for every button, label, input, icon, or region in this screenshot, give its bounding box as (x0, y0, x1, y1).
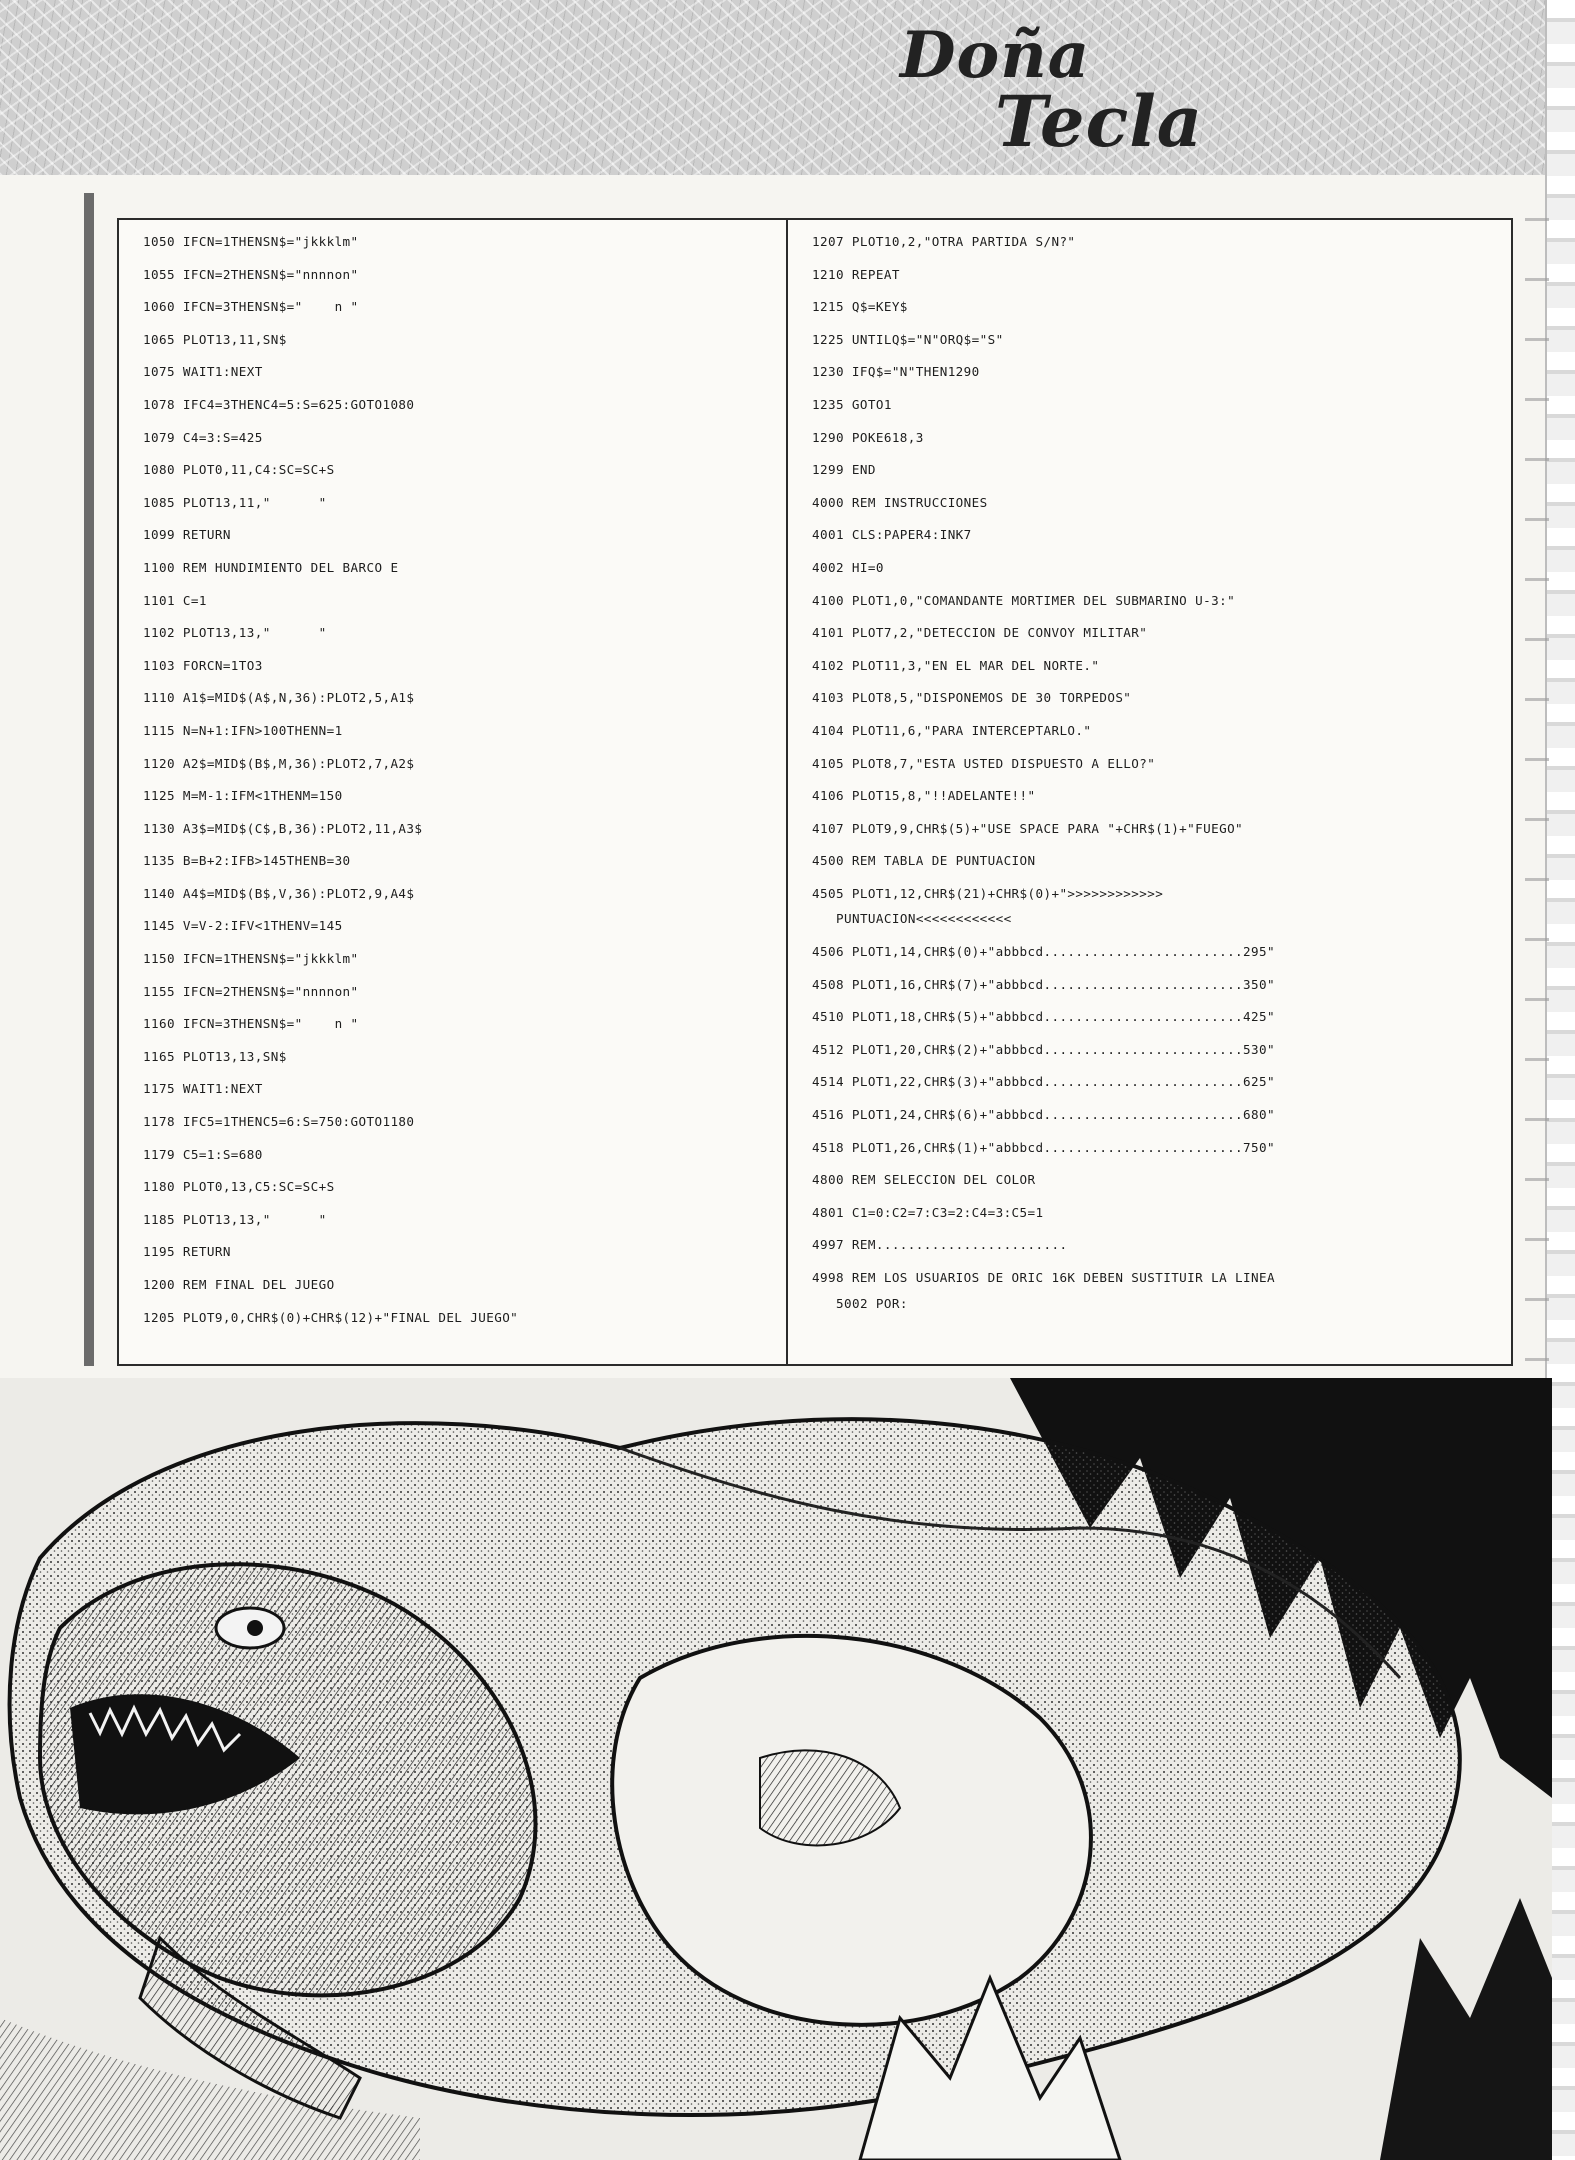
code-line: 1060 IFCN=3THENSN$=" n " (143, 299, 359, 315)
code-line: 1125 M=M-1:IFM<1THENM=150 (143, 788, 343, 804)
code-line: 1115 N=N+1:IFN>100THENN=1 (143, 722, 343, 738)
code-line: 4997 REM........................ (812, 1237, 1068, 1253)
code-line: 1180 PLOT0,13,C5:SC=SC+S (143, 1179, 335, 1195)
code-line: 4800 REM SELECCION DEL COLOR (812, 1172, 1036, 1188)
code-line: 1165 PLOT13,13,SN$ (143, 1048, 287, 1064)
code-listing-left (119, 220, 791, 1326)
code-line: 4105 PLOT8,7,"ESTA USTED DISPUESTO A ELLO?" (812, 755, 1156, 771)
section-title-word-2: Tecla (995, 80, 1204, 163)
code-line: 4100 PLOT1,0,"COMANDANTE MORTIMER DEL SUBMARINO U-3:" (812, 592, 1236, 608)
code-line: 4516 PLOT1,24,CHR$(6)+"abbbcd.........................680" (812, 1107, 1275, 1123)
code-line: 4002 HI=0 (812, 559, 884, 575)
code-line: 1200 REM FINAL DEL JUEGO (143, 1277, 335, 1292)
code-line: 1099 RETURN (143, 527, 231, 543)
code-line: 1207 PLOT10,2,"OTRA PARTIDA S/N?" (812, 234, 1076, 249)
side-accent-bar (84, 193, 94, 1366)
code-line-continuation: PUNTUACION<<<<<<<<<<<< (836, 911, 1012, 927)
binding-hooks (1525, 180, 1549, 1380)
code-line: 1101 C=1 (143, 592, 207, 608)
code-line: 4518 PLOT1,26,CHR$(1)+"abbbcd.........................750" (812, 1139, 1275, 1155)
code-listing-right (788, 220, 1511, 1312)
code-line: 1179 C5=1:S=680 (143, 1146, 263, 1162)
code-line: 4107 PLOT9,9,CHR$(5)+"USE SPACE PARA "+CHR$(1)+"FUEGO" (812, 820, 1244, 836)
code-line: 4510 PLOT1,18,CHR$(5)+"abbbcd.........................425" (812, 1009, 1275, 1025)
code-line: 1102 PLOT13,13," " (143, 625, 327, 641)
code-line: 4101 PLOT7,2,"DETECCION DE CONVOY MILITAR" (812, 625, 1148, 641)
code-line: 1078 IFC4=3THENC4=5:S=625:GOTO1080 (143, 396, 415, 412)
code-line: 1050 IFCN=1THENSN$="jkkklm" (143, 234, 359, 249)
code-line: 1160 IFCN=3THENSN$=" n " (143, 1016, 359, 1032)
code-line: 1110 A1$=MID$(A$,N,36):PLOT2,5,A1$ (143, 690, 415, 706)
code-line: 4801 C1=0:C2=7:C3=2:C4=3:C5=1 (812, 1204, 1044, 1220)
code-line: 1178 IFC5=1THENC5=6:S=750:GOTO1180 (143, 1114, 415, 1130)
code-line: 4102 PLOT11,3,"EN EL MAR DEL NORTE." (812, 657, 1100, 673)
code-line: 1085 PLOT13,11," " (143, 494, 327, 510)
code-line: 4106 PLOT15,8,"!!ADELANTE!!" (812, 788, 1036, 804)
code-line: 4514 PLOT1,22,CHR$(3)+"abbbcd.........................625" (812, 1074, 1275, 1090)
listing-panel-left (117, 218, 793, 1366)
code-line: 4103 PLOT8,5,"DISPONEMOS DE 30 TORPEDOS" (812, 690, 1132, 706)
code-line: 1299 END (812, 462, 876, 478)
code-line: 1103 FORCN=1TO3 (143, 657, 263, 673)
code-line: 1230 IFQ$="N"THEN1290 (812, 364, 980, 380)
code-line: 1225 UNTILQ$="N"ORQ$="S" (812, 331, 1004, 347)
creature-illustration (0, 1378, 1552, 2160)
code-line: 1079 C4=3:S=425 (143, 429, 263, 445)
code-line: 1075 WAIT1:NEXT (143, 364, 263, 380)
code-line: 1145 V=V-2:IFV<1THENV=145 (143, 918, 343, 934)
code-line: 4500 REM TABLA DE PUNTUACION (812, 853, 1036, 869)
code-line: 1290 POKE618,3 (812, 429, 924, 445)
code-line: 1215 Q$=KEY$ (812, 299, 908, 315)
code-line: 4001 CLS:PAPER4:INK7 (812, 527, 972, 543)
listing-panel-right (786, 218, 1513, 1366)
section-title-word-1: Doña (900, 18, 1091, 93)
code-line: 4508 PLOT1,16,CHR$(7)+"abbbcd.........................350" (812, 976, 1275, 992)
header-band (0, 0, 1575, 175)
code-line: 1065 PLOT13,11,SN$ (143, 331, 287, 347)
code-line: 1080 PLOT0,11,C4:SC=SC+S (143, 462, 335, 478)
code-line: 4506 PLOT1,14,CHR$(0)+"abbbcd.........................295" (812, 944, 1275, 960)
section-title (900, 18, 1240, 168)
creature-pupil (247, 1620, 263, 1636)
code-line: 4512 PLOT1,20,CHR$(2)+"abbbcd.........................530" (812, 1041, 1275, 1057)
code-line: 1235 GOTO1 (812, 396, 892, 412)
code-line: 1140 A4$=MID$(B$,V,36):PLOT2,9,A4$ (143, 885, 415, 901)
code-line: 1130 A3$=MID$(C$,B,36):PLOT2,11,A3$ (143, 820, 423, 836)
code-line: 1120 A2$=MID$(B$,M,36):PLOT2,7,A2$ (143, 755, 415, 771)
code-line: 1185 PLOT13,13," " (143, 1211, 327, 1227)
code-line: 1195 RETURN (143, 1244, 231, 1260)
code-line: 1205 PLOT9,0,CHR$(0)+CHR$(12)+"FINAL DEL JUEGO" (143, 1309, 519, 1325)
code-line: 1135 B=B+2:IFB>145THENB=30 (143, 853, 351, 869)
code-line: 1155 IFCN=2THENSN$="nnnnon" (143, 983, 359, 999)
code-line-continuation: 5002 POR: (836, 1295, 908, 1311)
code-line: 4000 REM INSTRUCCIONES (812, 494, 988, 510)
code-line: 4505 PLOT1,12,CHR$(21)+CHR$(0)+">>>>>>>>>>>> (812, 885, 1164, 901)
code-line: 4998 REM LOS USUARIOS DE ORIC 16K DEBEN SUSTITUIR LA LINEA (812, 1270, 1275, 1285)
code-line: 1150 IFCN=1THENSN$="jkkklm" (143, 951, 359, 967)
code-line: 1175 WAIT1:NEXT (143, 1081, 263, 1097)
code-line: 1055 IFCN=2THENSN$="nnnnon" (143, 266, 359, 282)
code-line: 4104 PLOT11,6,"PARA INTERCEPTARLO." (812, 722, 1092, 738)
code-line: 1210 REPEAT (812, 266, 900, 282)
code-line: 1100 REM HUNDIMIENTO DEL BARCO E (143, 559, 399, 575)
